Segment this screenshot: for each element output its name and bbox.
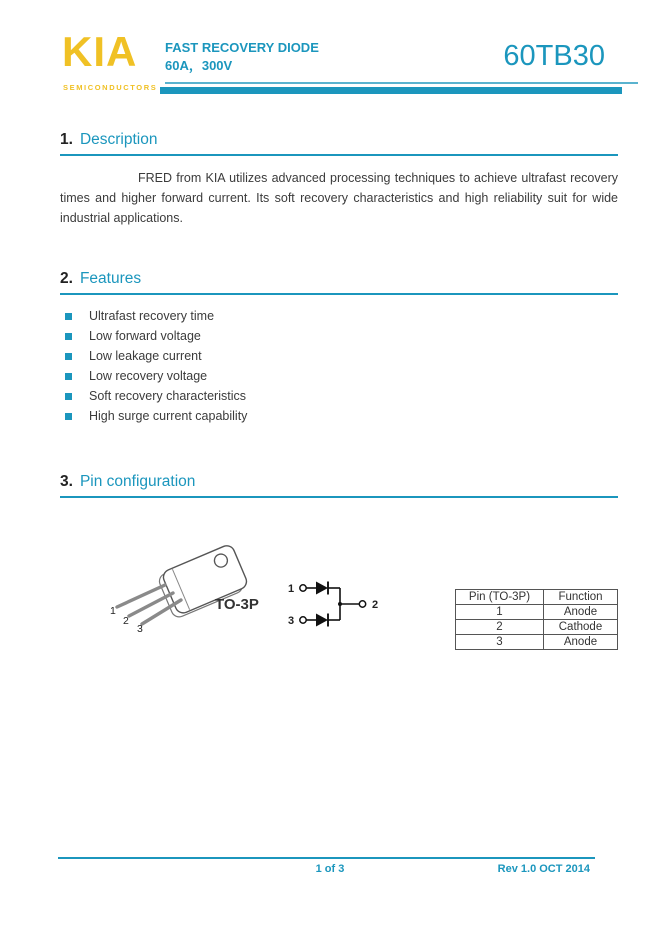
- table-row: [456, 635, 618, 650]
- features-list: [60, 306, 560, 426]
- header-rule-thin: [165, 82, 638, 84]
- package-name-label: TO-3P: [215, 596, 259, 613]
- revision-label: Rev 1.0 OCT 2014: [497, 863, 590, 875]
- brand-logo: KIA: [62, 28, 138, 75]
- diode-3-icon: [316, 614, 328, 627]
- section-number: 2.: [60, 270, 73, 287]
- function-cell: Anode: [544, 605, 618, 620]
- table-header-row: [456, 590, 618, 605]
- pin-cell: 1: [456, 605, 544, 620]
- package-pin-label-3: 3: [137, 623, 143, 635]
- to3p-package-drawing: [103, 533, 278, 643]
- schematic-pin-label-1: 1: [288, 583, 295, 595]
- feature-label: Soft recovery characteristics: [89, 389, 246, 403]
- square-bullet-icon: [65, 313, 72, 320]
- square-bullet-icon: [65, 413, 72, 420]
- column-header-pin: Pin (TO-3P): [456, 590, 544, 605]
- schematic-pin-label-2: 2: [372, 599, 379, 611]
- document-title: FAST RECOVERY DIODE: [165, 40, 319, 55]
- list-item: [60, 406, 560, 426]
- pin-cell: 3: [456, 635, 544, 650]
- list-item: [60, 366, 560, 386]
- feature-label: Low forward voltage: [89, 329, 201, 343]
- feature-label: High surge current capability: [89, 409, 248, 423]
- document-title-block: [165, 39, 319, 75]
- part-number: 60TB30: [503, 40, 605, 72]
- brand-logo-subtext: SEMICONDUCTORS: [63, 83, 158, 92]
- terminal-3: [300, 617, 306, 623]
- feature-label: Low leakage current: [89, 349, 202, 363]
- pin-function-table: [455, 589, 618, 650]
- list-item: [60, 326, 560, 346]
- list-item: [60, 306, 560, 326]
- feature-label: Low recovery voltage: [89, 369, 208, 383]
- terminal-2: [359, 601, 365, 607]
- section-heading-features: [60, 270, 618, 295]
- package-pin-label-1: 1: [110, 605, 116, 617]
- table-row: [456, 605, 618, 620]
- section-title: Features: [79, 270, 142, 287]
- page-number: 1 of 3: [315, 863, 345, 875]
- description-paragraph: FRED from KIA utilizes advanced processing techniques to achieve ultrafast recovery times and higher forward current. Its soft recovery characteristics and high reliability suit for wide industrial applications.: [60, 171, 618, 225]
- table-row: [456, 620, 618, 635]
- function-cell: Anode: [544, 635, 618, 650]
- list-item: [60, 346, 560, 366]
- square-bullet-icon: [65, 353, 72, 360]
- terminal-1: [300, 585, 306, 591]
- section-title: Description: [79, 131, 158, 148]
- section-heading-description: [60, 131, 618, 156]
- square-bullet-icon: [65, 333, 72, 340]
- list-item: [60, 386, 560, 406]
- schematic-pin-label-3: 3: [288, 615, 295, 627]
- section-number: 1.: [60, 131, 73, 148]
- feature-label: Ultrafast recovery time: [89, 309, 215, 323]
- section-heading-pin-configuration: [60, 473, 618, 498]
- column-header-function: Function: [544, 590, 618, 605]
- document-subtitle: 60A，300V: [165, 58, 233, 73]
- diode-1-icon: [316, 582, 328, 595]
- square-bullet-icon: [65, 373, 72, 380]
- section-title: Pin configuration: [79, 473, 196, 490]
- lead-2: [129, 593, 173, 616]
- dual-diode-schematic: [283, 566, 383, 636]
- pin-cell: 2: [456, 620, 544, 635]
- package-pin-label-2: 2: [123, 615, 129, 627]
- header-rule-thick: [160, 87, 622, 94]
- square-bullet-icon: [65, 393, 72, 400]
- lead-1: [117, 585, 165, 607]
- function-cell: Cathode: [544, 620, 618, 635]
- footer-rule: [58, 857, 595, 859]
- section-number: 3.: [60, 473, 73, 490]
